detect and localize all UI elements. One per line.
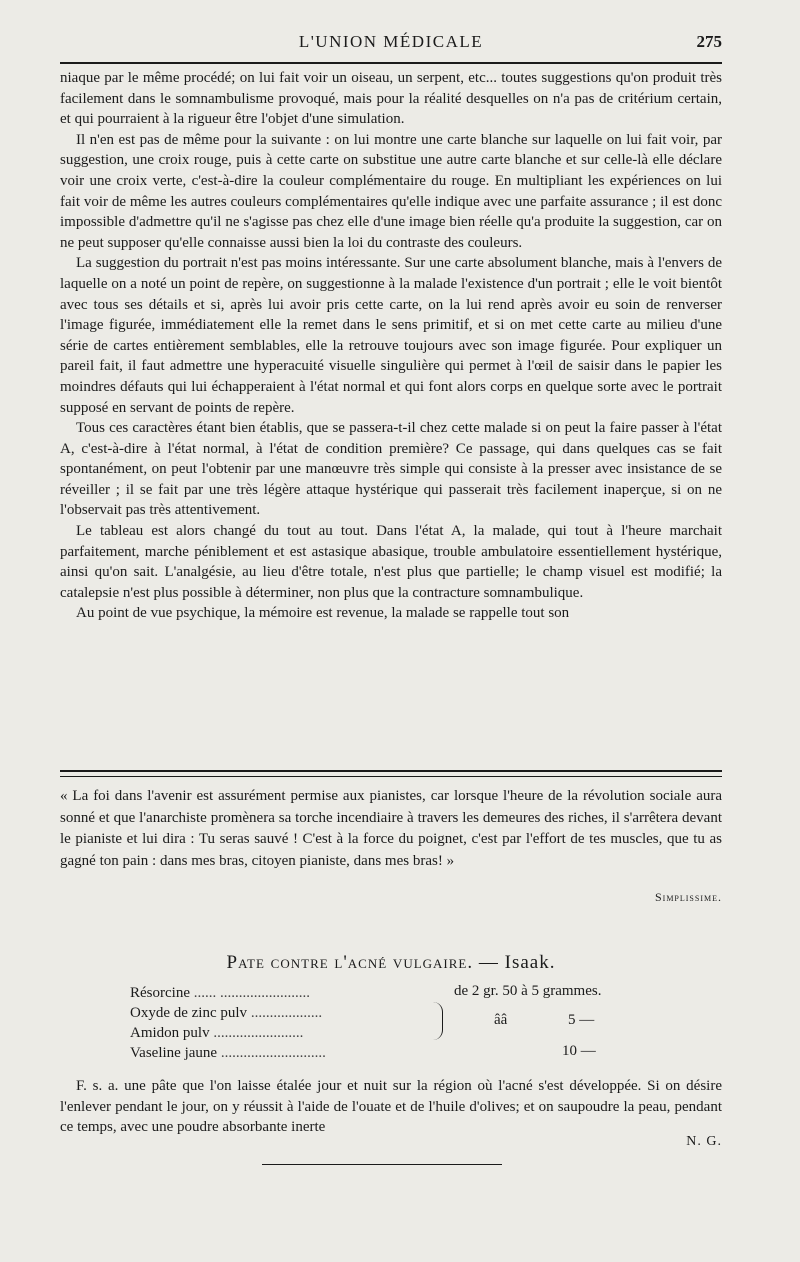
ingredient-name: Oxyde de zinc pulv — [130, 1005, 248, 1021]
section-separator-thin — [60, 776, 722, 777]
paragraph-state-a-transition: Tous ces caractères étant bien établis, que se passera-t-il chez cette malade si on peut la faire passer à l'état A, c'est-à-dire à l'état normal, à l'état de condition première? Ce passage, qui dans quelques cas se fait spontanément, on peut l'obtenir par une manœuvre très simple qui consiste à la presser avec insistance de se réveiller ; il se fait par une très légère attaque hystérique qui passerait très facilement inaperçue, si on ne l'observait pas très attentivement. — [60, 420, 722, 519]
header-rule — [60, 62, 722, 64]
ingredient-name: Vaseline jaune — [130, 1045, 218, 1061]
paragraph-psychic-memory: Au point de vue psychique, la mémoire est revenue, la malade se rappelle tout son — [76, 605, 570, 622]
page-number: 275 — [696, 32, 722, 51]
shared-amount: 5 — — [568, 1012, 595, 1028]
ingredient-resorcine — [130, 983, 310, 1003]
running-header — [60, 32, 722, 54]
recipe-initials: N. G. — [686, 1134, 722, 1149]
paragraph-state-a-description: Le tableau est alors changé du tout au tout. Dans l'état A, la malade, qui tout à l'heure marchait parfaitement, marche péniblement et est astasique abasique, trouble ambulatoire essentiellement hystérique, ainsi qu'on sait. L'analgésie, au lieu d'être totale, n'est plus que partielle; le champ visuel est modifié; la catalepsie n'est plus possible à déterminer, non plus que la contracture somnambulique. — [60, 523, 722, 601]
journal-title: L'UNION MÉDICALE — [298, 32, 484, 51]
section-separator-thick — [60, 770, 722, 772]
ingredient-vaseline — [130, 1043, 326, 1063]
recipe-instructions — [60, 1076, 722, 1138]
leader-dots: ................... — [250, 1005, 323, 1021]
instructions-text: F. s. a. une pâte que l'on laisse étalée jour et nuit sur la région où l'acné s'est développée. Si on désire l'enlever pendant le jour, on y réussit à l'aide de l'ouate et de l'huile d'olives; et on saupoudre la peau, pendant ce temps, avec une poudre absorbante inerte — [60, 1078, 722, 1135]
ingredient-amount: 10 — — [562, 1043, 596, 1059]
ingredient-name: Amidon pulv — [130, 1025, 210, 1041]
footer-rule — [262, 1164, 502, 1165]
recipe-title-separator: — — [473, 952, 505, 973]
recipe-title-author: Isaak. — [504, 952, 556, 973]
paragraph-continued: niaque par le même procédé; on lui fait voir un oiseau, un serpent, etc... toutes suggestions qu'on produit très facilement dans le somnambulisme provoqué, mais pour la réalité desquelles on n'a pas de critérium certain, et qui pourraient à la rigueur être l'objet d'une simulation. — [60, 70, 722, 128]
paragraph-complementary-colors: Il n'en est pas de même pour la suivante : on lui montre une carte blanche sur laquelle on lui fait voir, par suggestion, une croix rouge, puis à cette carte on substitue une autre carte blanche et sur celle-là elle déclare voir une croix verte, c'est-à-dire la couleur complémentaire du rouge. En multipliant les expériences on lui fait voir de même les autres couleurs complémentaires qu'elle indique avec une parfaite assurance ; il est donc impossible d'admettre qu'il ne s'agisse pas chez elle d'une image bien réelle qu'a produite la suggestion, car on ne peut supposer qu'elle connaisse aussi bien la loi du contraste des couleurs. — [60, 131, 722, 251]
shared-label: ââ — [494, 1012, 508, 1028]
pianist-quote — [60, 786, 722, 872]
ingredient-zinc-oxide — [130, 1003, 322, 1023]
paragraph-portrait-suggestion: La suggestion du portrait n'est pas moins intéressante. Sur une carte absolument blanche, mais à l'envers de laquelle on a noté un point de repère, on suggestionne à la malade l'existence d'un portrait ; elle le voit bientôt avec tous ses détails et si, après lui avoir pris cette carte, on la lui rend après avoir eu soin de renverser l'image figurée, immédiatement elle la remet dans le sens primitif, et si on met cette carte au milieu d'une série de cartes entièrement semblables, elle la retrouve toujours avec son image figurée. Pour expliquer un pareil fait, il faut admettre une hyperacuité visuelle singulière qui permet à l'œil de saisir dans le papier les moindres défauts qui lui échapperaient à l'état normal et qui font alors corps en quelque sorte avec le portrait supposé en servant de points de repère. — [60, 255, 722, 416]
leader-dots: ........................ — [213, 1025, 304, 1041]
ingredient-amount: de 2 gr. 50 à 5 grammes. — [454, 983, 602, 999]
quote-signature: Simplissime. — [654, 890, 722, 904]
recipe-title — [60, 952, 722, 974]
ingredient-starch — [130, 1023, 303, 1043]
ingredient-name: Résorcine — [130, 985, 190, 1001]
article-body — [60, 68, 722, 624]
quote-text: « La foi dans l'avenir est assurément permise aux pianistes, car lorsque l'heure de la révolution sociale aura sonné et que l'anarchiste promènera sa torche incendiaire à travers les demeures des riches, il s'arrêtera devant le pianiste et lui dira : Tu seras sauvé ! C'est à la force du poignet, c'est par l'effort de tes muscles, que tu as gagné ton pain : dans mes bras, citoyen pianiste, dans mes bras! » — [60, 788, 722, 869]
leader-dots: ...... ........................ — [193, 985, 310, 1001]
ingredient-brace — [432, 1002, 443, 1040]
recipe-title-main: Pate contre l'acné vulgaire. — [226, 952, 474, 973]
leader-dots: ............................ — [220, 1045, 326, 1061]
